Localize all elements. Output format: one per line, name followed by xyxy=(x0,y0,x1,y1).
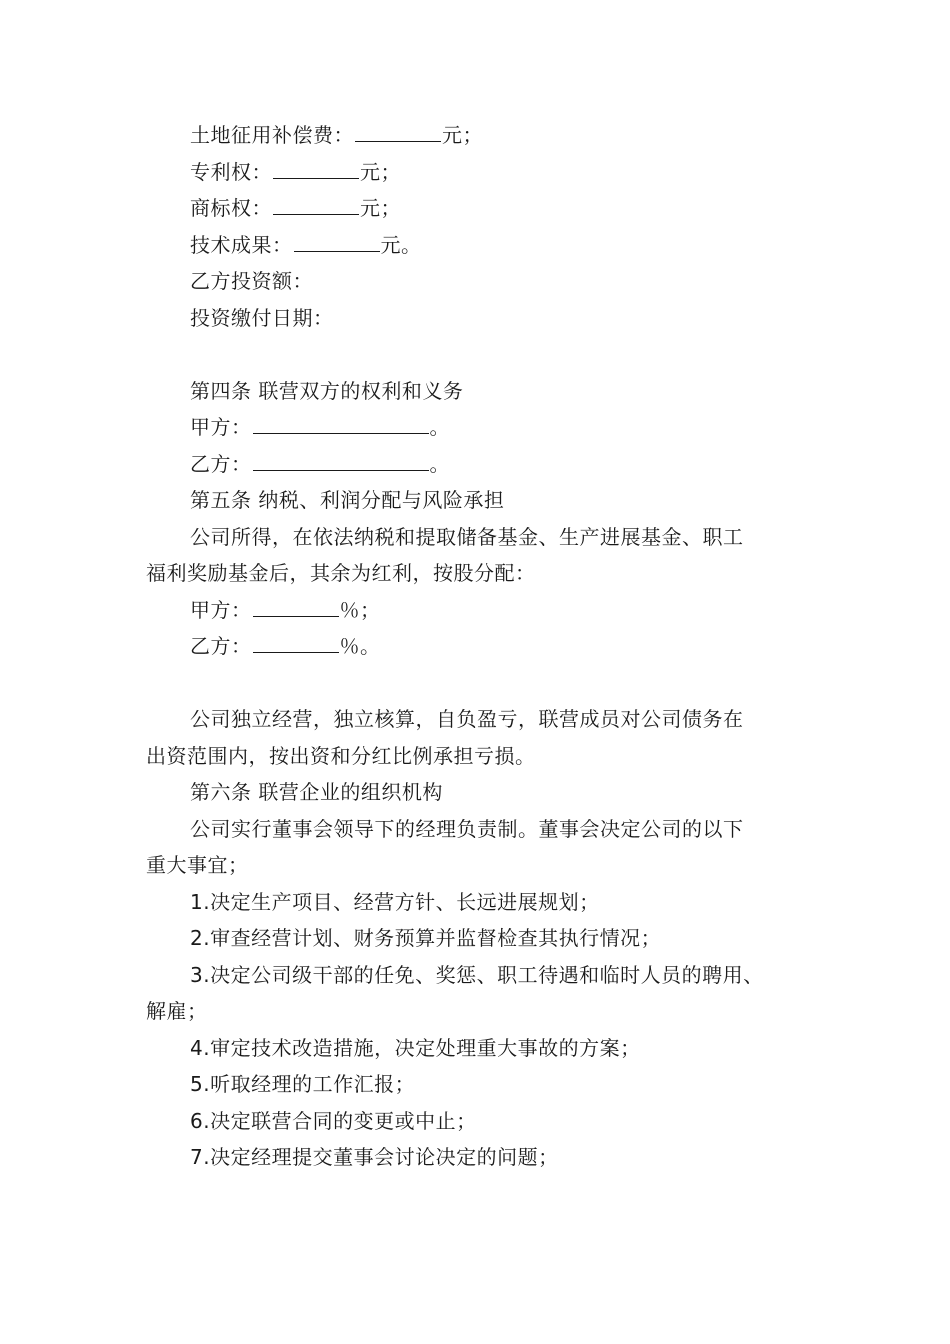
list-item-3-line-2: 解雇； xyxy=(146,999,208,1023)
land-compensation-label: 土地征用补偿费： xyxy=(190,123,354,147)
list-item-6: 6.决定联营合同的变更或中止； xyxy=(190,1108,477,1133)
land-compensation-blank xyxy=(355,119,441,142)
patent-label: 专利权： xyxy=(190,159,272,184)
document-body xyxy=(146,117,826,1176)
list-item-1: 1.决定生产项目、经营方针、长远进展规划； xyxy=(190,889,600,914)
land-compensation-suffix: 元； xyxy=(442,123,483,147)
article-5-party-a-blank xyxy=(253,594,339,617)
article-5-party-a-suffix: ％； xyxy=(339,597,381,622)
article-5-party-b-blank xyxy=(253,630,339,653)
article-4-party-a-suffix: 。 xyxy=(429,415,450,439)
article-6-paragraph-line-2: 重大事宜； xyxy=(146,853,249,877)
trademark-blank xyxy=(273,192,359,215)
party-b-investment-line: 乙方投资额： xyxy=(190,269,313,293)
payment-date-line: 投资缴付日期： xyxy=(190,305,334,330)
list-item-3-line-1: 3.决定公司级干部的任免、奖惩、职工待遇和临时人员的聘用、 xyxy=(190,962,764,987)
article-5-party-a-line xyxy=(146,592,826,629)
article-6-title: 第六条 联营企业的组织机构 xyxy=(190,780,443,804)
tech-result-line xyxy=(146,227,826,264)
article-5-paragraph-2-line-1: 公司独立经营，独立核算，自负盈亏，联营成员对公司债务在 xyxy=(190,707,744,731)
article-5-party-b-line xyxy=(146,628,826,665)
article-4-party-b-line xyxy=(146,446,826,483)
article-5-party-a-label: 甲方： xyxy=(190,597,252,622)
article-5-party-b-suffix: ％。 xyxy=(339,634,381,658)
article-5-paragraph-1-line-2: 福利奖励基金后，其余为红利，按股分配： xyxy=(146,561,536,585)
article-5-party-b-label: 乙方： xyxy=(190,634,252,658)
article-6-paragraph-line-1: 公司实行董事会领导下的经理负责制。董事会决定公司的以下 xyxy=(190,816,744,841)
land-compensation-line xyxy=(146,117,826,154)
tech-result-blank xyxy=(294,229,380,252)
trademark-line xyxy=(146,190,826,227)
tech-result-suffix: 元。 xyxy=(380,232,422,257)
article-5-paragraph-2-line-2: 出资范围内，按出资和分红比例承担亏损。 xyxy=(146,743,536,768)
article-4-party-a-label: 甲方： xyxy=(190,415,252,439)
article-4-party-a-line xyxy=(146,409,826,446)
patent-line xyxy=(146,154,826,191)
spacer xyxy=(146,336,826,373)
spacer xyxy=(146,665,826,702)
list-item-2: 2.审查经营计划、财务预算并监督检查其执行情况； xyxy=(190,926,662,950)
article-4-party-b-suffix: 。 xyxy=(429,451,450,476)
patent-blank xyxy=(273,156,359,179)
article-4-party-b-blank xyxy=(253,448,429,471)
list-item-5: 5.听取经理的工作汇报； xyxy=(190,1072,416,1096)
article-4-party-a-blank xyxy=(253,411,429,434)
article-5-paragraph-1-line-1: 公司所得，在依法纳税和提取储备基金、生产进展基金、职工 xyxy=(190,524,744,549)
article-4-title: 第四条 联营双方的权利和义务 xyxy=(190,378,464,403)
article-4-party-b-label: 乙方： xyxy=(190,451,252,476)
list-item-7: 7.决定经理提交董事会讨论决定的问题； xyxy=(190,1145,559,1169)
trademark-label: 商标权： xyxy=(190,196,272,220)
trademark-suffix: 元； xyxy=(360,196,401,220)
tech-result-label: 技术成果： xyxy=(190,232,293,257)
article-5-title: 第五条 纳税、利润分配与风险承担 xyxy=(190,488,505,512)
patent-suffix: 元； xyxy=(360,159,401,184)
list-item-4: 4.审定技术改造措施，决定处理重大事故的方案； xyxy=(190,1035,641,1060)
